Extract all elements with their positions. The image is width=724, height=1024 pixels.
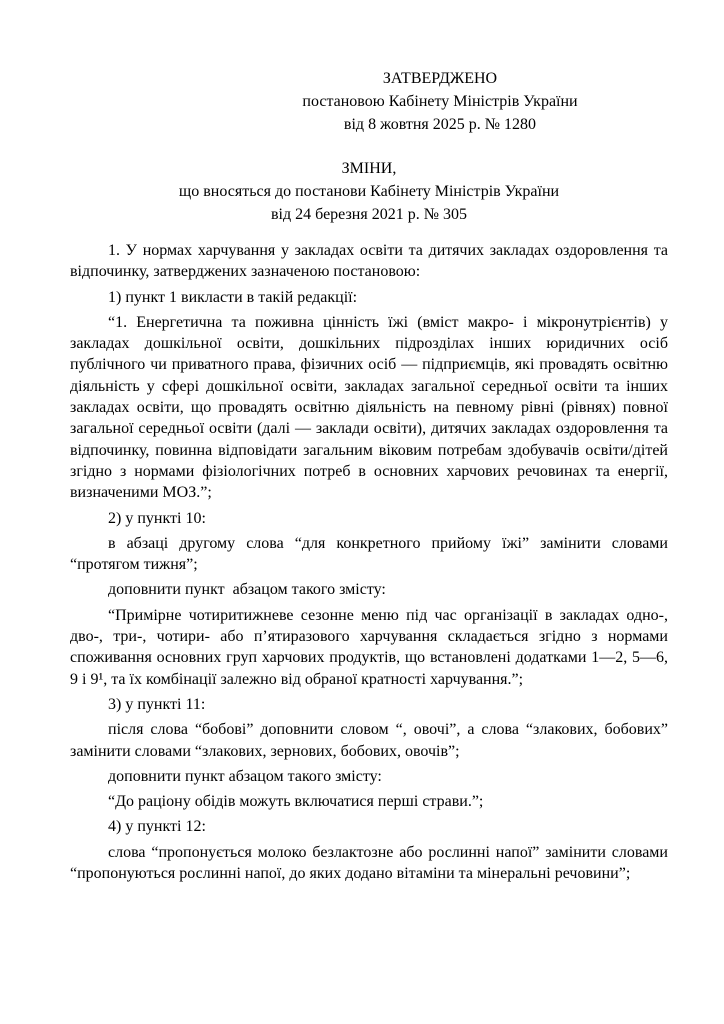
paragraph-4: 2) у пункті 10: (108, 509, 206, 527)
paragraph-13: слова “пропонується молоко безлактозне або рослинні напої” замінити словами “пропонуються рослинні напої, до яких додано вітаміни та мінеральні речовини”; (70, 843, 672, 883)
paragraph-11: “До раціону обідів можуть включатися перші страви.”; (108, 793, 484, 811)
title-line-3: від 24 березня 2021 р. № 305 (271, 206, 467, 223)
approval-line-2: постановою Кабінету Міністрів України (302, 93, 578, 110)
approval-line-1: ЗАТВЕРДЖЕНО (382, 70, 498, 87)
paragraph-12: 4) у пункті 12: (108, 818, 206, 836)
paragraph-6: доповнити пункт абзацом такого змісту: (108, 581, 386, 599)
document-title (70, 157, 668, 226)
approval-line-3: від 8 жовтня 2025 р. № 1280 (343, 116, 537, 133)
paragraph-2: 1) пункт 1 викласти в такій редакції: (108, 288, 358, 306)
title-line-2: що вносяться до постанови Кабінету Міністрів України (178, 183, 560, 200)
paragraph-9: після слова “бобові” доповнити словом “, овочі”, а слова “злакових, бобових” замінити словами “злакових, зернових, бобових, овочів”; (70, 721, 672, 760)
approval-block (260, 67, 620, 136)
paragraph-3: “1. Енергетична та поживна цінність їжі (вміст макро- і мікронутрієнтів) у закладах дошкільної освіти, дошкільних підрозділах інших юридичних осіб публічного чи приватного права, фізичних осіб — підприємців, які провадять освітню діяльність у сфері дошкільної освіти, закладах загальної середньої освіти та інших закладах освіти, що провадять освітню діяльність на певному рівні (рівнях) повної загальної середньої освіти (далі — заклади освіти), дитячих закладах оздоровлення та відпочинку, повинна відповідати загальним віковим потребам здобувачів освіти/дітей згідно з нормами фізіологічних потреб в основних харчових речовинах та енергії, визначеними МОЗ.”; (70, 313, 672, 502)
paragraph-7: “Примірне чотиритижневе сезонне меню під час організації в закладах одно-, дво-, три-, чотири- або п’ятиразового харчування складається згідно з нормами споживання основних груп харчових продуктів, що встановлені додатками 1—2, 5—6, 9 і 9¹, та їх комбінації залежно від обраної кратності харчування.”; (70, 606, 672, 688)
title-line-1: ЗМІНИ, (341, 160, 397, 177)
paragraph-10: доповнити пункт абзацом такого змісту: (108, 767, 382, 785)
paragraph-8: 3) у пункті 11: (108, 695, 206, 713)
paragraph-1: 1. У нормах харчування у закладах освіти та дитячих закладах оздоровлення та відпочинку, затверджених зазначеною постановою: (70, 242, 672, 281)
document-body (70, 240, 672, 884)
paragraph-5: в абзаці другому слова “для конкретного прийому їжі” замінити словами “протягом тижня”; (70, 534, 672, 574)
